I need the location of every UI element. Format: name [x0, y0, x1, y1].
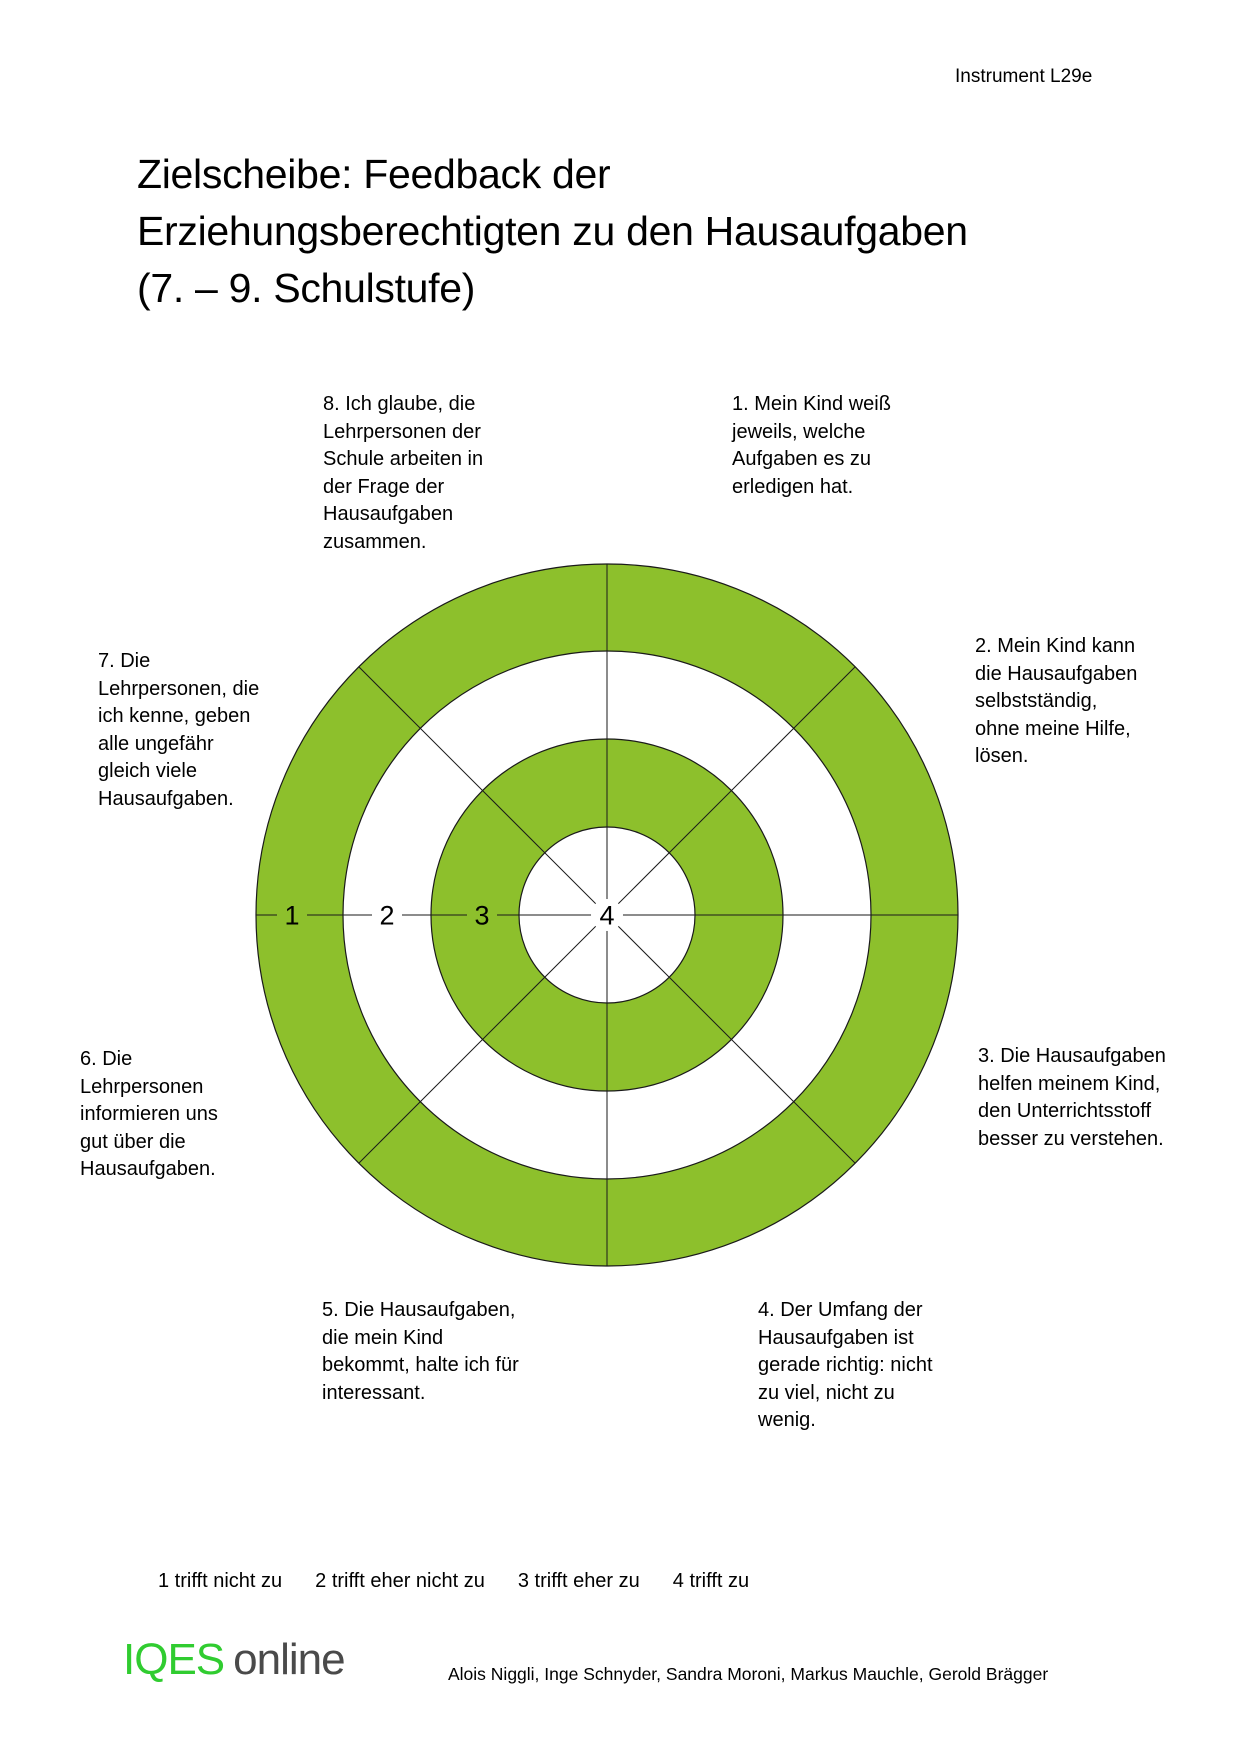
statement-1: 1. Mein Kind weiß jeweils, welche Aufgaben es zu erledigen hat.: [732, 393, 891, 498]
statement-4: 4. Der Umfang der Hausaufgaben ist gerade richtig: nicht zu viel, nicht zu wenig.: [758, 1299, 933, 1431]
ring-score-2: 2: [379, 900, 395, 931]
legend-item-3: 3 trifft eher zu: [517, 1570, 640, 1592]
legend-item-2: 2 trifft eher nicht zu: [315, 1570, 485, 1592]
authors-line: Alois Niggli, Inge Schnyder, Sandra Moroni, Markus Mauchle, Gerold Brägger: [448, 1664, 1049, 1684]
logo-text-iqes: IQES: [123, 1635, 225, 1684]
legend-item-4: 4 trifft zu: [672, 1570, 750, 1592]
rating-legend: [158, 1570, 749, 1593]
statement-7: 7. Die Lehrpersonen, die ich kenne, geben alle ungefähr gleich viele Hausaufgaben.: [98, 650, 260, 810]
statement-5: 5. Die Hausaufgaben, die mein Kind bekommt, halte ich für interessant.: [322, 1299, 519, 1404]
logo-text-online: online: [233, 1635, 345, 1684]
iqes-online-logo: [123, 1635, 345, 1684]
statement-8: 8. Ich glaube, die Lehrpersonen der Schule arbeiten in der Frage der Hausaufgaben zusammen.: [323, 393, 484, 553]
ring-score-4: 4: [599, 900, 615, 931]
document-ref: Instrument L29e: [955, 66, 1093, 87]
target-diagram: [255, 563, 959, 1267]
page-title: Zielscheibe: Feedback der Erziehungsberechtigten zu den Hausaufgaben (7. – 9. Schulstufe): [137, 151, 968, 311]
ring-score-3: 3: [474, 900, 490, 931]
legend-item-1: 1 trifft nicht zu: [158, 1570, 283, 1592]
statement-2: 2. Mein Kind kann die Hausaufgaben selbstständig, ohne meine Hilfe, lösen.: [975, 635, 1138, 767]
ring-score-1: 1: [284, 900, 300, 931]
statement-3: 3. Die Hausaufgaben helfen meinem Kind, den Unterrichtsstoff besser zu verstehen.: [978, 1045, 1166, 1150]
statement-6: 6. Die Lehrpersonen informieren uns gut über die Hausaufgaben.: [80, 1048, 218, 1180]
